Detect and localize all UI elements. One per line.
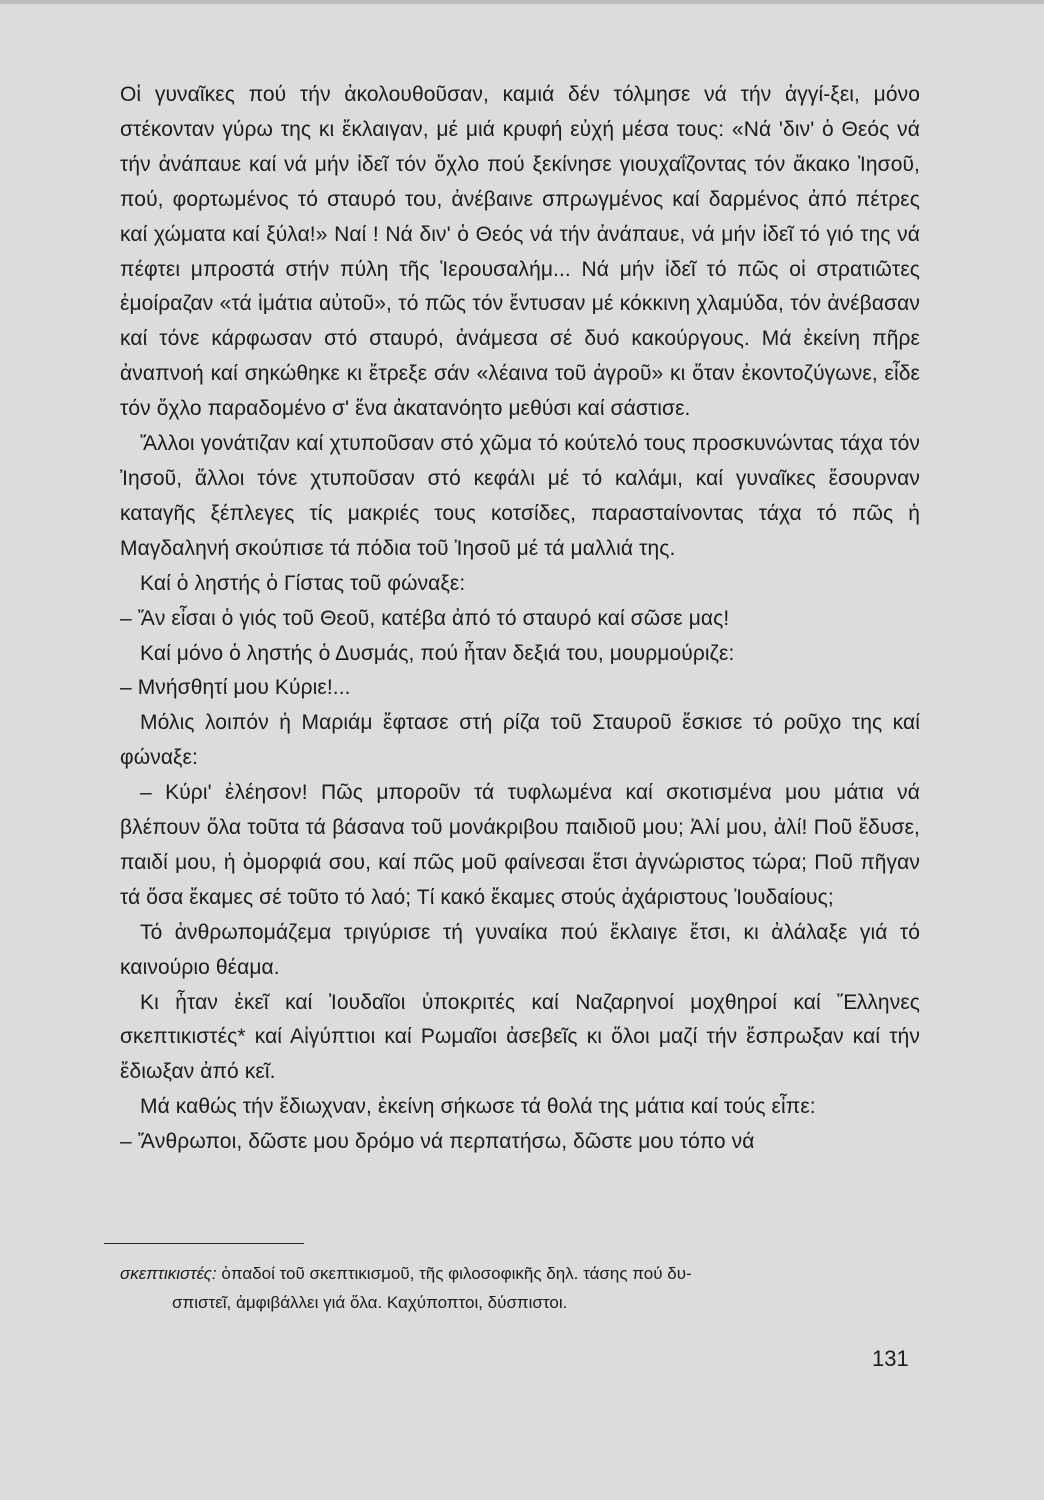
dialogue-line-1: – Ἄν εἶσαι ὁ γιός τοῦ Θεοῦ, κατέβα ἀπό τό σταυρό καί σῶσε μας! bbox=[120, 606, 730, 630]
paragraph-8: Μά καθώς τήν ἔδιωχναν, ἐκείνη σήκωσε τά θολά της μάτια καί τούς εἶπε: bbox=[140, 1095, 816, 1119]
footnote bbox=[120, 1259, 920, 1317]
paragraph-1: Οἱ γυναῖκες πού τήν ἀκολουθοῦσαν, καμιά δέν τόλμησε νά τήν ἀγγί-ξει, μόνο στέκονταν γύρω της κι ἔκλαιγαν, μέ μιά κρυφή εὐχή μέσα τους: «Νά 'διν' ὁ Θεός νά τήν ἀνάπαυε καί νά μήν ἰδεῖ τόν ὄχλο πού ξεκίνησε γιουχαΐζοντας τόν ἄκακο Ἰησοῦ, πού, φορτωμένος τό σταυρό του, ἀνέβαινε σπρωγμένος καί δαρμένος ἀπό πέτρες καί χώματα καί ξύλα!» Ναί ! Νά διν' ὁ Θεός νά τήν ἀνάπαυε, νά μήν ἰδεῖ τό γιό της νά πέφτει μπροστά στήν πύλη τῆς Ἱερουσαλήμ... Νά μήν ἰδεῖ τό πῶς οἱ στρατιῶτες ἐμοίραζαν «τά ἱμάτια αὐτοῦ», τό πῶς τόν ἔντυσαν μέ κόκκινη χλαμύδα, τόν ἀνέβασαν καί τόνε κάρφωσαν στό σταυρό, ἀνάμεσα σέ δυό κακούργους. Μά ἐκείνη πῆρε ἀναπνοή καί σηκώθηκε κι ἔτρεξε σάν «λέαινα τοῦ ἀγροῦ» κι ὅταν ἐκοντοζύγωνε, εἶδε τόν ὄχλο παραδομένο σ' ἕνα ἀκατανόητο μεθύσι καί σάστισε. bbox=[120, 83, 920, 421]
paragraph-4: Καί μόνο ὁ ληστής ὁ Δυσμάς, πού ἦταν δεξιά του, μουρμούριζε: bbox=[140, 641, 735, 665]
page-top-edge bbox=[0, 0, 1044, 4]
footnote-divider bbox=[104, 1243, 304, 1244]
paragraph-7: Κι ἦταν ἐκεῖ καί Ἰουδαῖοι ὑποκριτές καί Ναζαρηνοί μοχθηροί καί Ἕλληνες σκεπτικιστές* καί Αἰγύπτιοι καί Ρωμαῖοι ἀσεβεῖς κι ὅλοι μαζί τήν ἔσπρωξαν καί τήν ἔδιωξαν ἀπό κεῖ. bbox=[120, 990, 920, 1084]
footnote-line-1 bbox=[120, 1259, 920, 1288]
body-text bbox=[120, 78, 920, 1160]
paragraph-2: Ἄλλοι γονάτιζαν καί χτυποῦσαν στό χῶμα τό κούτελό τους προσκυνώντας τάχα τόν Ἰησοῦ, ἄλλοι τόνε χτυποῦσαν στό κεφάλι μέ τό καλάμι, καί γυναῖκες ἔσουρναν καταγῆς ξέπλεγες τίς μακριές τους κοτσίδες, παρασταίνοντας τάχα τό πῶς ἡ Μαγδαληνή σκούπισε τά πόδια τοῦ Ἰησοῦ μέ τά μαλλιά της. bbox=[120, 432, 920, 560]
paragraph-6: Τό ἀνθρωπομάζεμα τριγύρισε τή γυναίκα πού ἔκλαιγε ἔτσι, κι ἀλάλαξε γιά τό καινούριο θέαμα. bbox=[120, 920, 920, 979]
footnote-term: σκεπτικιστές: bbox=[120, 1264, 217, 1283]
dialogue-line-3: – Κύρι' ἐλέησον! Πῶς μποροῦν τά τυφλωμένα καί σκοτισμένα μου μάτια νά βλέπουν ὅλα τοῦτα τά βάσανα τοῦ μονάκριβου παιδιοῦ μου; Ἀλί μου, ἀλί! Ποῦ ἔδυσε, παιδί μου, ἡ ὀμορφιά σου, καί πῶς μοῦ φαίνεσαι ἔτσι ἀγνώριστος τώρα; Ποῦ πῆγαν τά ὅσα ἔκαμες σέ τοῦτο τό λαό; Τί κακό ἔκαμες στούς ἀχάριστους Ἰουδαίους; bbox=[120, 781, 920, 909]
dialogue-line-2: – Μνήσθητί μου Κύριε!... bbox=[120, 676, 351, 700]
paragraph-3: Καί ὁ ληστής ὁ Γίστας τοῦ φώναξε: bbox=[140, 571, 466, 595]
footnote-definition-1: ὁπαδοί τοῦ σκεπτικισμοῦ, τῆς φιλοσοφικῆς δηλ. τάσης πού δυ- bbox=[221, 1264, 692, 1283]
footnote-definition-2: σπιστεῖ, ἀμφιβάλλει γιά ὅλα. Καχύποπτοι, δύσπιστοι. bbox=[172, 1293, 568, 1312]
page-number: 131 bbox=[872, 1346, 909, 1371]
paragraph-5: Μόλις λοιπόν ἡ Μαριάμ ἔφτασε στή ρίζα τοῦ Σταυροῦ ἔσκισε τό ροῦχο της καί φώναξε: bbox=[120, 711, 920, 770]
dialogue-line-4: – Ἄνθρωποι, δῶστε μου δρόμο νά περπατήσω, δῶστε μου τόπο νά bbox=[120, 1130, 755, 1154]
